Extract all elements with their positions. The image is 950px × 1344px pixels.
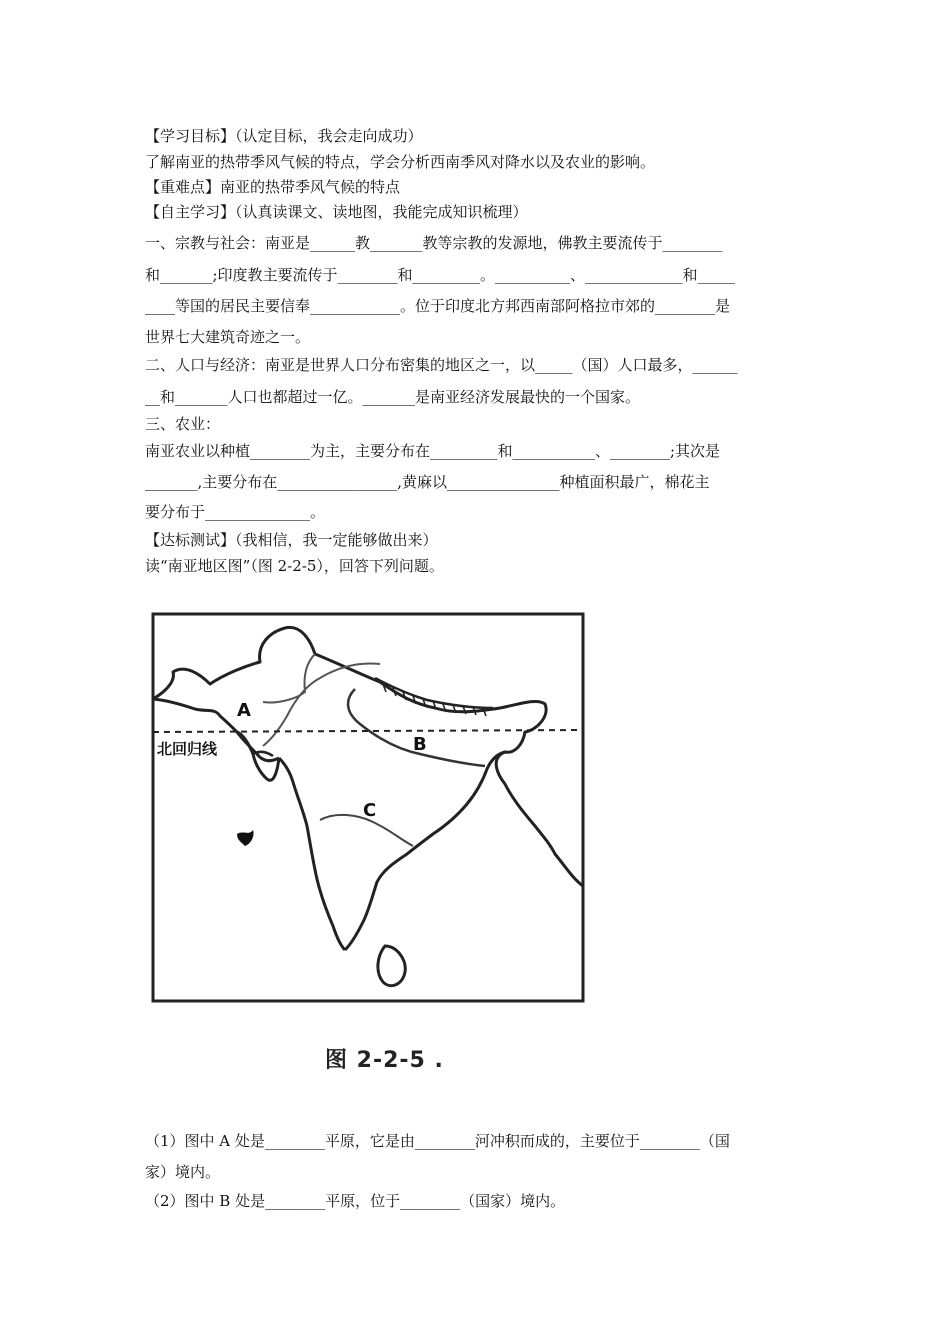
learning-goal-text: 了解南亚的热带季风气候的特点，学会分析西南季风对降水以及农业的影响。	[145, 153, 656, 171]
population-line-2: __和_______人口也都超过一亿。_______是南亚经济发展最快的一个国家。	[145, 388, 641, 406]
tropic-label: 北回归线	[157, 740, 218, 758]
figure-caption: 图 2-2-5 .	[325, 1048, 444, 1073]
kutch-coast	[253, 752, 273, 756]
south-asia-map	[145, 604, 593, 1074]
religion-line-3: ____等国的居民主要信奉____________。位于印度北方邦西南部阿格拉市郊的________是	[145, 297, 731, 315]
self-study-heading: 【自主学习】（认真读课文、读地图，我能完成知识梳理）	[145, 203, 528, 221]
religion-line-2: 和_______;印度教主要流传于________和_________。__________、_____________和_____	[145, 266, 736, 284]
coastline	[153, 627, 583, 886]
map-label-b: B	[413, 734, 427, 755]
religion-line-4: 世界七大建筑奇迹之一。	[145, 328, 311, 346]
sri-lanka	[378, 946, 405, 986]
agriculture-line-3: 要分布于______________。	[145, 503, 326, 521]
question-1-line-1: （1）图中 A 处是________平原，它是由________河冲积而成的，主要位于________（国	[145, 1132, 730, 1150]
key-points-heading: 【重难点】南亚的热带季风气候的特点	[145, 178, 401, 196]
agriculture-line-1: 南亚农业以种植________为主，主要分布在_________和___________、________;其次是	[145, 442, 721, 460]
tributary-river	[263, 654, 315, 703]
test-heading: 【达标测试】（我相信，我一定能够做出来）	[145, 531, 438, 549]
map-label-a: A	[237, 700, 251, 721]
india-east-coast	[345, 752, 505, 950]
agriculture-heading: 三、农业：	[145, 415, 221, 433]
question-2: （2）图中 B 处是________平原，位于________（国家）境内。	[145, 1192, 566, 1210]
learning-goal-heading: 【学习目标】（认定目标，我会走向成功）	[145, 127, 423, 145]
island-mark	[237, 830, 254, 846]
religion-line-1: 一、宗教与社会：南亚是______教_______教等宗教的发源地，佛教主要流传于________	[145, 234, 723, 252]
agriculture-line-2: _______,主要分布在________________,黄麻以_______________种植面积最广，棉花主	[145, 473, 710, 491]
population-line-1: 二、人口与经济：南亚是世界人口分布密集的地区之一，以_____（国）人口最多，______	[145, 356, 738, 374]
map-label-c: C	[363, 800, 377, 821]
question-1-line-2: 家）境内。	[145, 1163, 221, 1181]
india-west-coast	[279, 758, 345, 950]
map-intro: 读“南亚地区图”（图 2-2-5），回答下列问题。	[145, 557, 444, 575]
